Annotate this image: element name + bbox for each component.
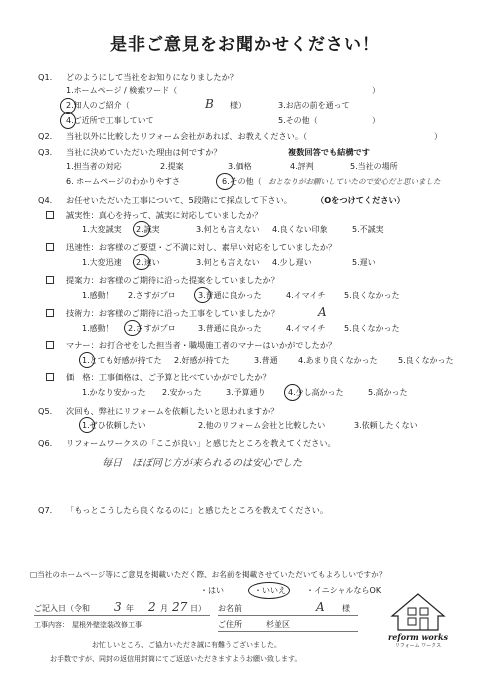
q4-item-option[interactable]: 3.普通に良かった [198,324,262,333]
page-title: 是非ご意見をお聞かせください！ [110,35,380,55]
q3-option-6[interactable]: 6. ホームページのわかりやすさ [66,177,181,186]
q1-number: Q1. [38,72,53,82]
q4-item-1-circle [133,221,150,237]
date-label: ご記入日（令和 [34,604,90,613]
work-value: 屋根外壁塗装改修工事 [72,621,142,629]
name-underline [218,615,358,616]
q5-option-1[interactable]: 1.ぜひ依頼したい [82,421,146,430]
q4-item-option[interactable]: 4.少し遅い [272,258,312,267]
q4-item-option[interactable]: 1.大変誠実 [82,225,122,234]
q1-option-1-close: ） [372,86,380,95]
q4-item-option[interactable]: 2.さすがプロ [128,324,176,333]
q4-item-option[interactable]: 1.感動！ [82,324,114,333]
q4-item-option[interactable]: 5.遅い [352,258,376,267]
q4-item-label: マナー：お打合せをした担当者・職場施工者のマナーはいかがでしたか？ [66,340,337,350]
q3-option-4[interactable]: 4.評判 [290,162,314,171]
q4-item-option[interactable]: 5.不誠実 [352,225,384,234]
q1-option-1[interactable]: 1.ホームページ / 検索ワード（ [66,86,178,95]
address-label: ご住所 [218,620,242,629]
name-label: お名前 [218,604,242,613]
q6-answer: 毎日 ほぼ同じ方が来られるのは安心でした [102,458,302,469]
name-value: A [316,600,325,614]
q7-number: Q7. [38,505,53,515]
q2-close: ） [434,131,443,141]
q4-item-checkbox[interactable] [46,308,54,318]
q5-question: 次回も、弊社にリフォームを依頼したいと思われますか？ [66,406,279,416]
q4-item-label: 価 格：工事価格は、ご予算と比べていかがでしたか？ [66,372,271,382]
date-day: 27 [172,600,188,614]
house-icon [386,592,450,632]
q4-item-option[interactable]: 4.あまり良くなかった [298,356,378,365]
q4-item-option[interactable]: 1.かなり安かった [82,388,146,397]
q4-item-option[interactable]: 2.好感が持てた [174,356,230,365]
q4-item-option[interactable]: 4.少し高かった [288,388,344,397]
q4-item-label: 誠実性：真心を持って、誠実に対応していましたか？ [66,210,263,220]
q4-number: Q4. [38,195,53,205]
q4-item-label: 提案力：お客様のご期待に沿った提案をしていましたか？ [66,275,279,285]
q4-item-option[interactable]: 3.予算通り [226,388,266,397]
q3-option-3[interactable]: 3.価格 [228,162,252,171]
date-month-unit: 月 [160,604,168,613]
q3-option-1[interactable]: 1.担当者の対応 [66,162,122,171]
date-year: 3 [114,600,122,614]
q4-note: （Oをつけてください） [316,195,405,205]
thanks-note: お忙しいところ、ご協力いただき誠に有難うございました。 [92,641,281,649]
q4-item-option[interactable]: 4.良くない印象 [272,225,328,234]
q3-option-5[interactable]: 5.当社の場所 [350,162,398,171]
q6-question: リフォームワークスの「ここが良い」と感じたところを教えてください。 [66,438,336,448]
q4-item-4-circle [124,320,141,336]
q5-number: Q5. [38,406,53,416]
date-underline [34,615,210,616]
q2-number: Q2. [38,131,53,141]
q4-item-option[interactable]: 3.普通 [254,356,278,365]
q3-option-7-answer: おとなりがお願いしていたので安心だと思いました [268,177,441,186]
q7-question: 「もっとこうしたら良くなるのに」と感じたところを教えてください。 [66,505,329,515]
reform-works-logo [386,592,450,650]
q1-option-2-answer: B [205,97,214,111]
q6-number: Q6. [38,438,53,448]
q4-question: お任せいただいた工事について、5段階にて採点して下さい。 [66,195,292,205]
q4-item-checkbox[interactable] [46,372,54,382]
q4-item-6-circle [284,384,301,401]
q1-question: どのようにして当社をお知りになりましたか？ [66,72,238,82]
consent-question: □当社のホームページ等にご意見を掲載いただく際、お名前を掲載させていただいてもよろしいですか？ [30,570,387,579]
q4-item-checkbox[interactable] [46,210,54,220]
q5-option-2[interactable]: 2.他のリフォーム会社と比較したい [198,421,326,430]
address-underline [218,631,358,632]
q5-option-3[interactable]: 3.依頼したくない [354,421,418,430]
q4-item-checkbox[interactable] [46,340,54,350]
q4-item-option[interactable]: 4.イマイチ [286,324,326,333]
q4-item-2-circle [133,254,150,270]
q4-item-option[interactable]: 3.何とも言えない [196,225,260,234]
q1-option-2-suffix: 様） [230,101,246,110]
q4-item-option[interactable]: 5.良くなかった [344,324,400,333]
q4-item-checkbox[interactable] [46,242,54,252]
q3-number: Q3. [38,147,53,157]
consent-option-no[interactable]: ・いいえ [254,586,286,595]
q3-multi-note: 複数回答でも結構です [288,147,370,157]
q4-item-option[interactable]: 4.イマイチ [286,291,326,300]
address-value: 杉並区 [266,620,290,629]
q4-item-option[interactable]: 2.速い [136,258,160,267]
mail-note: お手数ですが、同封の返信用封筒にてご返送いただきますようお願い致します。 [50,655,302,663]
q2-question: 当社以外に比較したリフォーム会社があれば、お教えください。（ [66,131,308,141]
q4-item-4-mark: A [318,305,327,319]
consent-option-initial[interactable]: ・イニシャルならOK [306,586,382,595]
q4-item-option[interactable]: 3.普通に良かった [198,291,262,300]
q5-option-1-circle [79,417,95,433]
q4-item-option[interactable]: 2.誠実 [136,225,160,234]
q4-item-option[interactable]: 2.さすがプロ [128,291,176,300]
q4-item-5-circle [79,352,95,368]
q4-item-label: 技術力：お客様のご期待に沿った工事をしていましたか？ [66,308,279,318]
q4-item-option[interactable]: 5.高かった [368,388,408,397]
logo-text: reform works [387,632,449,642]
q1-option-5[interactable]: 5.その他（ [278,116,318,125]
q3-option-7-circle [216,173,234,190]
q4-item-option[interactable]: 2.安かった [162,388,202,397]
logo-subtext: リフォーム ワークス [394,643,442,649]
q1-option-4[interactable]: 4.ご近所で工事していて [66,116,154,125]
q1-option-2[interactable]: 2.知人のご紹介（ [66,101,130,110]
q3-option-2[interactable]: 2.提案 [160,162,184,171]
q4-item-option[interactable]: 1.感動！ [82,291,114,300]
work-label: 工事内容： [34,621,69,629]
q3-option-7[interactable]: 6.その他（ [222,177,262,186]
q4-item-option[interactable]: 3.何とも言えない [196,258,260,267]
q4-item-option[interactable]: 1.大変迅速 [82,258,122,267]
q4-item-option[interactable]: 1.とても好感が持てた [82,356,162,365]
q4-item-option[interactable]: 5.良くなかった [344,291,400,300]
q4-item-checkbox[interactable] [46,275,54,285]
q4-item-3-circle [194,287,211,303]
q1-option-3[interactable]: 3.お店の前を通って [278,101,350,110]
q1-option-4-circle [60,112,76,129]
consent-option-yes[interactable]: ・はい [200,586,224,595]
date-year-unit: 年 [126,604,134,613]
name-suffix: 様 [342,604,350,613]
consent-option-no-circle [248,582,290,599]
q3-question: 当社に決めていただいた理由は何ですか？ [66,147,222,157]
date-month: 2 [148,600,156,614]
q4-item-option[interactable]: 5.良くなかった [398,356,454,365]
q1-option-5-close: ） [372,116,380,125]
q4-item-label: 迅速性：お客様のご要望・ご不満に対し、素早い対応をしていましたか？ [66,242,337,252]
date-day-unit: 日） [190,604,206,613]
